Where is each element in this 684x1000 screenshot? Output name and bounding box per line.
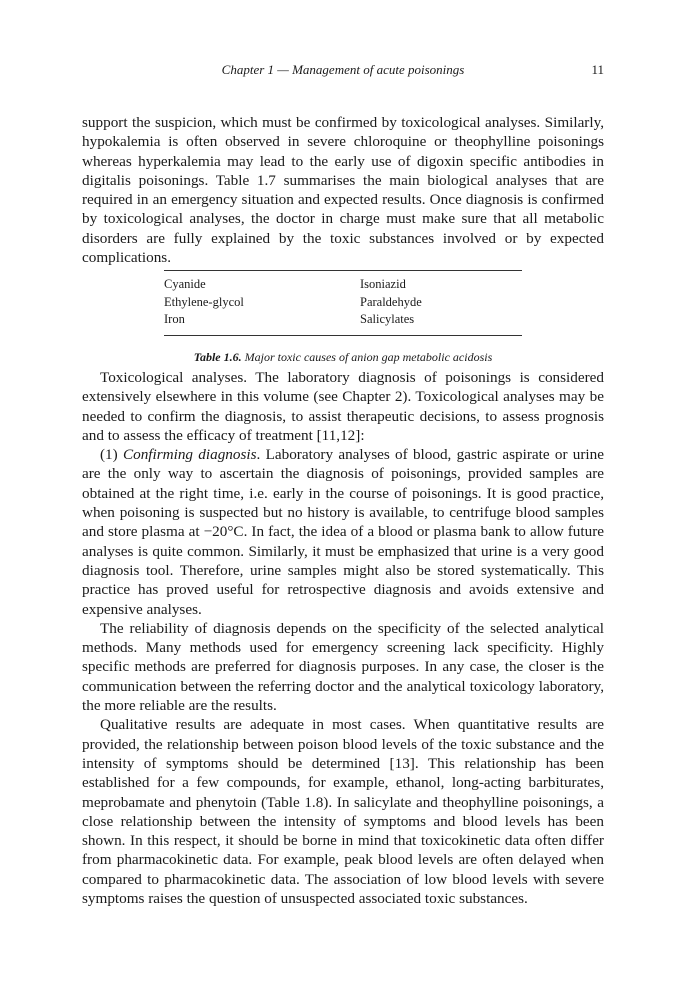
table-caption: [82, 350, 604, 365]
intro-paragraph: support the suspicion, which must be confirmed by toxicological analyses. Similarly, hypokalemia is often observed in severe chloroquine or theophylline poisonings whereas hyperkalemia may lead to the early use of digoxin specific antibodies in digitalis poisonings. Table 1.7 summarises the main biological analyses that are required in an emergency situation and expected results. Once diagnosis is confirmed by toxicological analyses, the doctor in charge must make sure that all metabolic disorders are fully explained by the toxic substances involved or by expected complications.: [82, 114, 604, 267]
table-row: [164, 276, 522, 294]
table-1-6: [164, 270, 522, 336]
paragraph-prefix: (1): [100, 446, 123, 464]
caption-label: Table 1.6.: [193, 350, 242, 364]
italic-heading: Confirming diagnosis: [122, 446, 257, 464]
table-cell: Iron: [164, 312, 185, 326]
table-cell: Isoniazid: [360, 277, 406, 291]
chapter-title: Chapter 1 — Management of acute poisonings: [221, 62, 465, 77]
table-row: [164, 294, 522, 312]
caption-text: Major toxic causes of anion gap metabolic acidosis: [241, 350, 493, 364]
table-cell: Ethylene-glycol: [164, 294, 244, 309]
running-header: [82, 62, 604, 82]
paragraph-confirming-diagnosis: [82, 445, 604, 619]
paragraph-qualitative-results: Qualitative results are adequate in most cases. When quantitative results are provided, the relationship between poison blood levels of the toxic substance and the intensity of symptoms should be determined [13]. This relationship has been established for a few compounds, for example, ethanol, long-acting barbiturates, meprobamate and phenytoin (Table 1.8). In salicylate and theophylline poisonings, a close relationship between the intensity of symptoms and blood levels has been shown. In this respect, it should be borne in mind that toxicokinetic data often differ from pharmacokinetic data. For example, peak blood levels are often delayed when compared to pharmacokinetic data. The association of low blood levels with severe symptoms raises the question of unsuspected associated toxic substances.: [82, 716, 604, 908]
table-bottom-rule: [164, 335, 522, 336]
table-cell: Salicylates: [360, 312, 415, 326]
table-cell: Cyanide: [164, 277, 206, 291]
paragraph-reliability: The reliability of diagnosis depends on the specificity of the selected analytical methods. Many methods used for emergency screening lack specificity. Highly specific methods are preferred for diagnosis purposes. In any case, the closer is the communication between the referring doctor and the analytical toxicology laboratory, the more reliable are the results.: [82, 619, 604, 715]
table-body: [164, 271, 522, 335]
paragraph-toxicological-analyses: Toxicological analyses. The laboratory diagnosis of poisonings is considered extensively elsewhere in this volume (see Chapter 2). Toxicological analyses may be needed to confirm the diagnosis, to assist therapeutic decisions, to assess prognosis and to assess the efficacy of treatment [11,12]:: [82, 369, 604, 444]
intro-text-block: [82, 113, 604, 267]
page-number: 11: [591, 62, 604, 77]
paragraph-body: . Laboratory analyses of blood, gastric aspirate or urine are the only way to ascertain the diagnosis of poisonings, provided samples are obtained at the right time, i.e. early in the course of poisonings. It is good practice, when poisoning is suspected but no history is available, to centrifuge blood samples and store plasma at −20°C. In fact, the idea of a blood or plasma bank to allow future analyses is quite common. Similarly, it must be emphasized that urine is a very good diagnosis tool. Therefore, urine samples might also be stored systematically. This practice has proved useful for retrospective diagnosis and avoids extensive and expensive analyses.: [82, 446, 604, 618]
main-text-block: [82, 368, 604, 908]
table-cell: Paraldehyde: [360, 294, 422, 309]
table-row: [164, 311, 522, 329]
